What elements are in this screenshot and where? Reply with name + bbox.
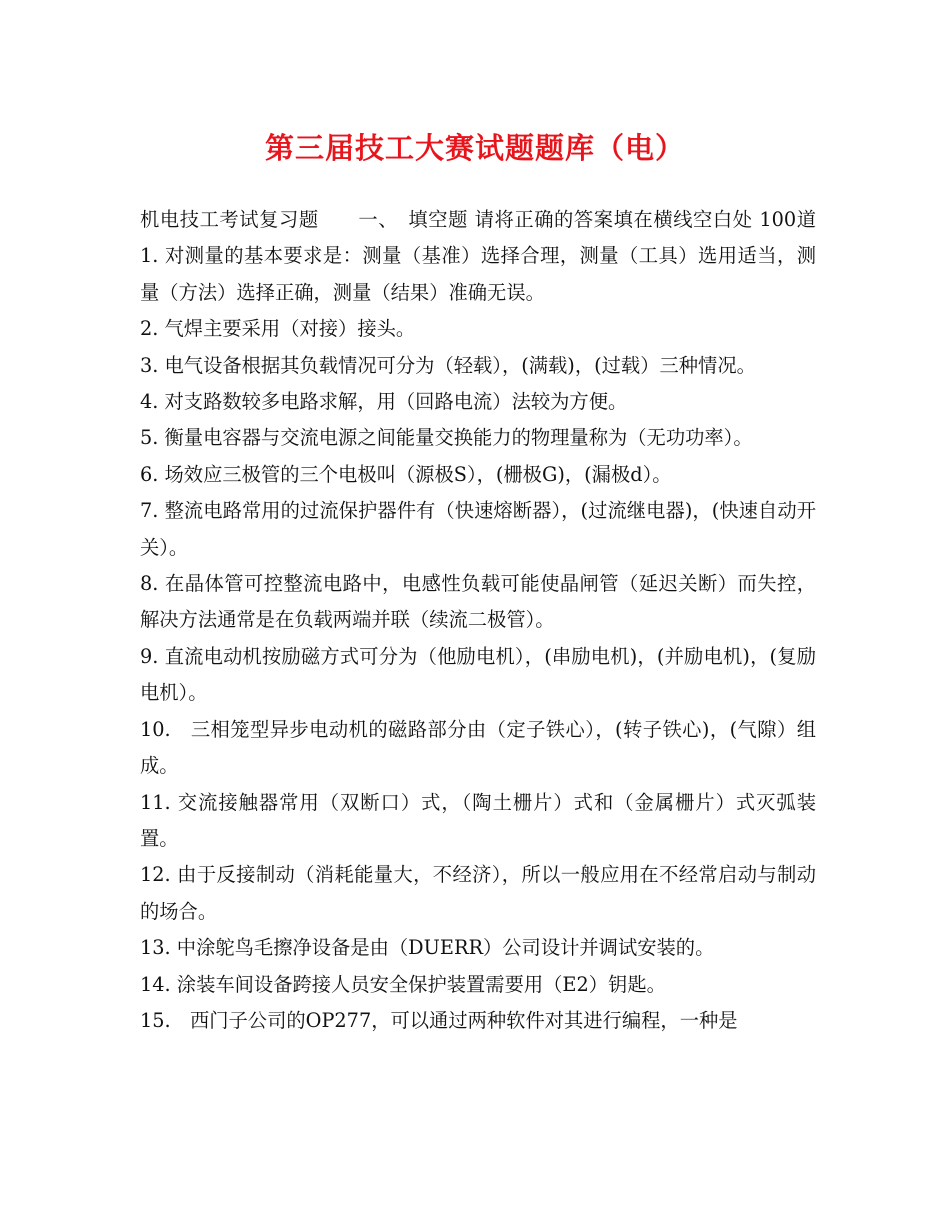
paragraph-q2: 2. 气焊主要采用（对接）接头。 [140, 317, 416, 341]
paragraph-q5: 5. 衡量电容器与交流电源之间能量交换能力的物理量称为（无功功率）。 [140, 426, 753, 450]
paragraph-q11: 11. 交流接触器常用（双断口）式，（陶土栅片）式和（金属栅片）式灭弧装置。 [140, 790, 816, 850]
paragraph-q6: 6. 场效应三极管的三个电极叫（源极S），(栅极G)，(漏极d）。 [140, 462, 672, 486]
paragraph-intro-q1: 机电技工考试复习题 一、 填空题 请将正确的答案填在横线空白处 100道 1. 对测量的基本要求是：测量（基准）选择合理，测量（工具）选用适当，测量（方法）选择正确，测量（结果）准确无误。 [140, 208, 816, 304]
document-body [140, 202, 816, 1039]
document-title: 第三届技工大赛试题题库（电） [264, 131, 685, 165]
paragraph-q7: 7. 整流电路常用的过流保护器件有（快速熔断器），(过流继电器)，(快速自动开关）。 [140, 499, 816, 559]
paragraph-q4: 4. 对支路数较多电路求解，用（回路电流）法较为方便。 [140, 390, 628, 414]
paragraph-q13: 13. 中涂鸵鸟毛擦净设备是由（DUERR）公司设计并调试安装的。 [140, 936, 715, 960]
paragraph-q14: 14. 涂装车间设备跨接人员安全保护装置需要用（E2）钥匙。 [140, 972, 666, 996]
paragraph-q8: 8. 在晶体管可控整流电路中，电感性负载可能使晶闸管（延迟关断）而失控，解决方法通常是在负载两端并联（续流二极管）。 [140, 572, 816, 632]
paragraph-q10: 10. 三相笼型异步电动机的磁路部分由（定子铁心），(转子铁心)，(气隙）组成。 [140, 717, 816, 778]
paragraph-q12: 12. 由于反接制动（消耗能量大，不经济），所以一般应用在不经常启动与制动的场合。 [140, 863, 816, 923]
paragraph-q9: 9. 直流电动机按励磁方式可分为（他励电机），(串励电机)，(并励电机)，(复励电机）。 [140, 644, 816, 705]
paragraph-q3: 3. 电气设备根据其负载情况可分为（轻载），(满载)，(过载）三种情况。 [140, 353, 756, 377]
paragraph-q15: 15. 西门子公司的OP277，可以通过两种软件对其进行编程，一种是 [140, 1008, 738, 1032]
